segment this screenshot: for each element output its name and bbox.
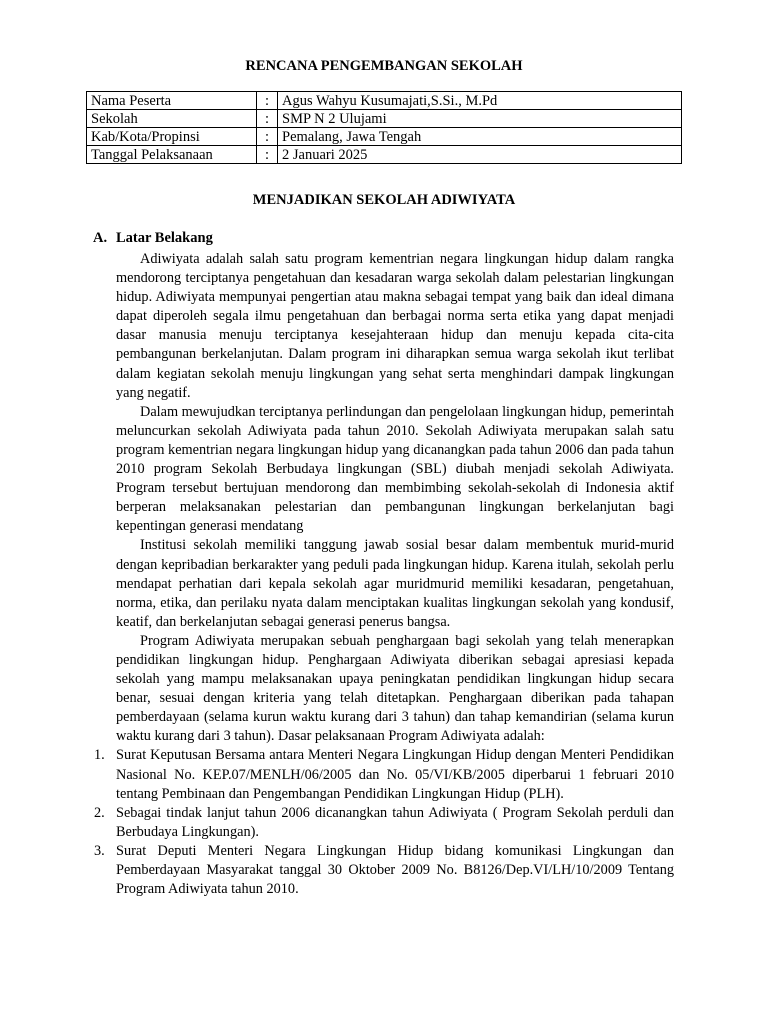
info-row (87, 146, 682, 164)
section-heading (93, 230, 213, 247)
info-value: SMP N 2 Ulujami (278, 110, 682, 128)
info-label: Tanggal Pelaksanaan (87, 146, 257, 164)
paragraph: Dalam mewujudkan terciptanya perlindungan dan pengelolaan lingkungan hidup, pemerintah meluncurkan sekolah Adiwiyata pada tahun 2010. Sekolah Adiwiyata merupakan salah satu program kementrian negara lingkungan hidup yang dicanangkan pada tahun 2006 dan pada tahun 2010 program Sekolah Berbudaya lingkungan (SBL) diubah menjadi sekolah Adiwiyata. Program tersebut bertujuan mendorong dan membimbing sekolah-sekolah di Indonesia aktif berperan melaksanakan pelestarian dan pembangunan lingkungan berkelanjutan bagi kepentingan generasi mendatang (116, 403, 674, 535)
section-body (94, 250, 674, 899)
paragraph: Institusi sekolah memiliki tanggung jawab sosial besar dalam membentuk murid-murid dengan kepribadian berkarakter yang peduli pada lingkungan hidup. Karena itulah, sekolah perlu mendapat perhatian dari kepala sekolah agar muridmurid memiliki kesadaran, pengetahuan, norma, etika, dan perilaku nyata dalam menciptakan kualitas lingkungan sekolah yang kondusif, keatif, dan berkelanjutan sebagai generasi penerus bangsa. (116, 537, 674, 630)
list-item (94, 804, 674, 842)
info-value: Agus Wahyu Kusumajati,S.Si., M.Pd (278, 92, 682, 110)
info-row (87, 110, 682, 128)
list-item-text: Surat Keputusan Bersama antara Menteri Negara Lingkungan Hidup dengan Menteri Pendidikan Nasional No. KEP.07/MENLH/06/2005 dan No. 05/VI/KB/2005 diperbarui 1 februari 2010 tentang Pembinaan dan Pengembangan Pendidikan Lingkungan Hidup (PLH). (116, 747, 674, 802)
info-value: Pemalang, Jawa Tengah (278, 128, 682, 146)
info-separator: : (257, 146, 278, 164)
paragraph: Program Adiwiyata merupakan sebuah penghargaan bagi sekolah yang telah menerapkan pendidikan lingkungan hidup. Penghargaan Adiwiyata diberikan sebagai apresiasi kepada sekolah yang mampu melaksanakan upaya peningkatan pendidikan lingkungan hidup secara benar, sesuai dengan kriteria yang telah ditetapkan. Penghargaan diberikan pada tahapan pemberdayaan (selama kurun waktu kurang dari 3 tahun) dan tahap kemandirian (selama kurun waktu kurang dari 3 tahun). Dasar pelaksanaan Program Adiwiyata adalah: (116, 632, 674, 745)
legal-basis-list (94, 746, 674, 899)
document-subtitle: MENJADIKAN SEKOLAH ADIWIYATA (252, 192, 516, 208)
list-item-number: 3. (94, 842, 105, 859)
document-title: RENCANA PENGEMBANGAN SEKOLAH (245, 58, 523, 74)
list-item (94, 746, 674, 803)
info-separator: : (257, 128, 278, 146)
section-letter: A. (93, 230, 108, 246)
list-item-number: 2. (94, 804, 105, 821)
list-item-text: Surat Deputi Menteri Negara Lingkungan Hidup bidang komunikasi Lingkungan dan Pemberdayaan Masyarakat tanggal 30 Oktober 2009 No. B8126/Dep.VI/LH/10/2009 Tentang Program Adiwiyata tahun 2010. (116, 842, 674, 898)
info-label: Kab/Kota/Propinsi (87, 128, 257, 146)
info-row (87, 92, 682, 110)
list-item-text: Sebagai tindak lanjut tahun 2006 dicanangkan tahun Adiwiyata ( Program Sekolah perduli dan Berbudaya Lingkungan). (116, 804, 674, 840)
paragraph: Adiwiyata adalah salah satu program kementrian negara lingkungan hidup dalam rangka mendorong terciptanya pengetahuan dan kesadaran warga sekolah dalam pelestarian lingkungan hidup. Adiwiyata mempunyai pengertian atau makna sebagai tempat yang baik dan ideal dimana dapat diperoleh segala ilmu pengetahuan dan berbagai norma serta etika yang dapat menjadi dasar manusia menuju terciptanya kesejahteraan hidup dan menuju kepada cita-cita pembangunan berkelanjutan. Dalam program ini diharapkan semua warga sekolah ikut terlibat dalam kegiatan sekolah menuju lingkungan yang sehat serta menghindari dampak lingkungan yang negatif. (116, 251, 674, 401)
info-value: 2 Januari 2025 (278, 146, 682, 164)
info-separator: : (257, 110, 278, 128)
info-label: Sekolah (87, 110, 257, 128)
list-item (94, 842, 674, 899)
info-row (87, 128, 682, 146)
list-item-number: 1. (94, 747, 105, 764)
info-label: Nama Peserta (87, 92, 257, 110)
info-separator: : (257, 92, 278, 110)
section-title: Latar Belakang (116, 230, 213, 246)
participant-info-table (86, 91, 682, 164)
